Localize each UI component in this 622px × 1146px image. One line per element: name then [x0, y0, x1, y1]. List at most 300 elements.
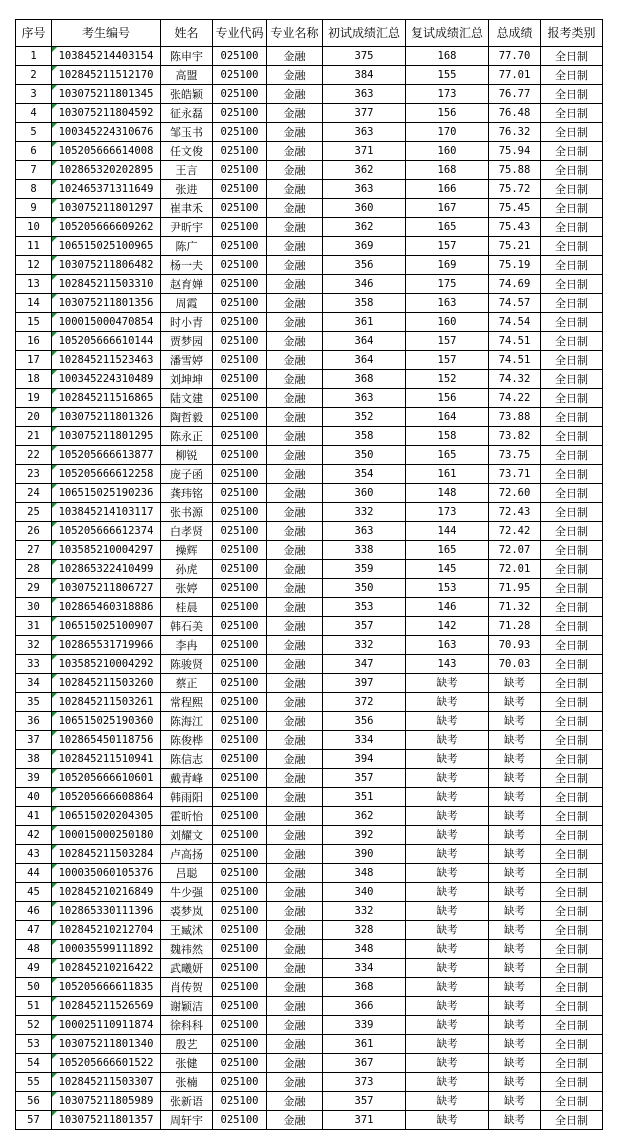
cell-seq: 42: [16, 826, 52, 845]
cell-seq: 25: [16, 503, 52, 522]
cell-retest-score: 缺考: [406, 1111, 489, 1130]
cell-retest-score: 165: [406, 446, 489, 465]
cell-seq: 20: [16, 408, 52, 427]
cell-name: 牛少强: [161, 883, 213, 902]
cell-major-name: 金融: [267, 1111, 323, 1130]
cell-candidate-id: 102845211503284: [52, 845, 161, 864]
cell-retest-score: 缺考: [406, 921, 489, 940]
cell-seq: 32: [16, 636, 52, 655]
cell-major-code: 025100: [213, 1073, 267, 1092]
cell-seq: 4: [16, 104, 52, 123]
cell-retest-score: 缺考: [406, 712, 489, 731]
cell-initial-score: 348: [323, 940, 406, 959]
cell-name: 陶哲毅: [161, 408, 213, 427]
cell-total-score: 缺考: [489, 1073, 541, 1092]
cell-seq: 49: [16, 959, 52, 978]
cell-retest-score: 163: [406, 294, 489, 313]
cell-category: 全日制: [541, 427, 603, 446]
cell-retest-score: 170: [406, 123, 489, 142]
cell-major-name: 金融: [267, 655, 323, 674]
cell-major-code: 025100: [213, 731, 267, 750]
cell-total-score: 75.21: [489, 237, 541, 256]
cell-initial-score: 364: [323, 332, 406, 351]
cell-major-name: 金融: [267, 997, 323, 1016]
cell-major-name: 金融: [267, 769, 323, 788]
cell-seq: 48: [16, 940, 52, 959]
cell-category: 全日制: [541, 256, 603, 275]
cell-name: 邹玉书: [161, 123, 213, 142]
cell-major-code: 025100: [213, 256, 267, 275]
cell-candidate-id: 105205666609262: [52, 218, 161, 237]
cell-candidate-id: 105205666601522: [52, 1054, 161, 1073]
cell-retest-score: 160: [406, 142, 489, 161]
cell-major-name: 金融: [267, 332, 323, 351]
cell-major-code: 025100: [213, 1054, 267, 1073]
header-category: 报考类别: [541, 20, 603, 47]
cell-candidate-id: 102845210212704: [52, 921, 161, 940]
cell-initial-score: 351: [323, 788, 406, 807]
cell-retest-score: 缺考: [406, 845, 489, 864]
table-row: [16, 617, 603, 636]
cell-total-score: 74.51: [489, 351, 541, 370]
cell-category: 全日制: [541, 845, 603, 864]
cell-major-code: 025100: [213, 503, 267, 522]
cell-seq: 22: [16, 446, 52, 465]
cell-retest-score: 167: [406, 199, 489, 218]
cell-name: 吕聪: [161, 864, 213, 883]
table-row: [16, 465, 603, 484]
cell-retest-score: 155: [406, 66, 489, 85]
table-row: [16, 47, 603, 66]
cell-name: 陆文建: [161, 389, 213, 408]
cell-retest-score: 缺考: [406, 1092, 489, 1111]
cell-seq: 38: [16, 750, 52, 769]
cell-name: 殷艺: [161, 1035, 213, 1054]
cell-seq: 15: [16, 313, 52, 332]
cell-retest-score: 173: [406, 85, 489, 104]
cell-category: 全日制: [541, 1016, 603, 1035]
cell-retest-score: 145: [406, 560, 489, 579]
cell-candidate-id: 103075211801340: [52, 1035, 161, 1054]
cell-candidate-id: 103075211801356: [52, 294, 161, 313]
cell-major-code: 025100: [213, 712, 267, 731]
cell-category: 全日制: [541, 807, 603, 826]
cell-name: 潘雪婷: [161, 351, 213, 370]
table-row: [16, 351, 603, 370]
cell-name: 霍昕怡: [161, 807, 213, 826]
cell-name: 陈广: [161, 237, 213, 256]
cell-name: 龚玮铭: [161, 484, 213, 503]
table-row: [16, 864, 603, 883]
cell-total-score: 73.75: [489, 446, 541, 465]
table-row: [16, 427, 603, 446]
cell-category: 全日制: [541, 883, 603, 902]
cell-major-name: 金融: [267, 1073, 323, 1092]
cell-seq: 52: [16, 1016, 52, 1035]
cell-seq: 27: [16, 541, 52, 560]
table-row: [16, 256, 603, 275]
cell-initial-score: 357: [323, 617, 406, 636]
cell-major-code: 025100: [213, 123, 267, 142]
cell-category: 全日制: [541, 142, 603, 161]
cell-seq: 13: [16, 275, 52, 294]
score-table: [15, 19, 603, 1130]
cell-category: 全日制: [541, 940, 603, 959]
cell-major-name: 金融: [267, 123, 323, 142]
cell-major-name: 金融: [267, 104, 323, 123]
cell-major-code: 025100: [213, 351, 267, 370]
cell-name: 时小青: [161, 313, 213, 332]
cell-candidate-id: 106515025190360: [52, 712, 161, 731]
cell-seq: 10: [16, 218, 52, 237]
cell-retest-score: 缺考: [406, 1035, 489, 1054]
cell-category: 全日制: [541, 712, 603, 731]
cell-initial-score: 373: [323, 1073, 406, 1092]
cell-major-code: 025100: [213, 313, 267, 332]
cell-candidate-id: 102865450118756: [52, 731, 161, 750]
cell-seq: 9: [16, 199, 52, 218]
cell-initial-score: 368: [323, 370, 406, 389]
cell-retest-score: 160: [406, 313, 489, 332]
cell-retest-score: 169: [406, 256, 489, 275]
cell-total-score: 72.60: [489, 484, 541, 503]
cell-seq: 6: [16, 142, 52, 161]
cell-major-name: 金融: [267, 864, 323, 883]
cell-name: 任文俊: [161, 142, 213, 161]
cell-category: 全日制: [541, 636, 603, 655]
cell-candidate-id: 102865320202895: [52, 161, 161, 180]
cell-name: 陈申宇: [161, 47, 213, 66]
cell-retest-score: 156: [406, 389, 489, 408]
cell-category: 全日制: [541, 503, 603, 522]
header-row: [16, 20, 603, 47]
cell-seq: 5: [16, 123, 52, 142]
cell-name: 武曦妍: [161, 959, 213, 978]
cell-candidate-id: 105205666608864: [52, 788, 161, 807]
table-row: [16, 85, 603, 104]
cell-category: 全日制: [541, 237, 603, 256]
cell-retest-score: 157: [406, 351, 489, 370]
cell-retest-score: 缺考: [406, 769, 489, 788]
cell-name: 赵育婵: [161, 275, 213, 294]
table-row: [16, 750, 603, 769]
cell-seq: 47: [16, 921, 52, 940]
table-row: [16, 1016, 603, 1035]
cell-category: 全日制: [541, 313, 603, 332]
cell-category: 全日制: [541, 1092, 603, 1111]
cell-category: 全日制: [541, 123, 603, 142]
cell-total-score: 缺考: [489, 864, 541, 883]
cell-initial-score: 362: [323, 218, 406, 237]
cell-seq: 53: [16, 1035, 52, 1054]
cell-initial-score: 358: [323, 427, 406, 446]
cell-category: 全日制: [541, 541, 603, 560]
cell-major-name: 金融: [267, 465, 323, 484]
cell-initial-score: 361: [323, 1035, 406, 1054]
cell-seq: 35: [16, 693, 52, 712]
table-row: [16, 370, 603, 389]
cell-major-name: 金融: [267, 237, 323, 256]
cell-seq: 30: [16, 598, 52, 617]
cell-major-code: 025100: [213, 218, 267, 237]
cell-retest-score: 缺考: [406, 1054, 489, 1073]
cell-retest-score: 缺考: [406, 674, 489, 693]
cell-seq: 28: [16, 560, 52, 579]
cell-retest-score: 165: [406, 218, 489, 237]
cell-name: 陈信志: [161, 750, 213, 769]
cell-category: 全日制: [541, 408, 603, 427]
cell-total-score: 缺考: [489, 693, 541, 712]
cell-major-name: 金融: [267, 66, 323, 85]
cell-total-score: 77.01: [489, 66, 541, 85]
cell-major-code: 025100: [213, 237, 267, 256]
cell-major-name: 金融: [267, 389, 323, 408]
table-row: [16, 275, 603, 294]
cell-major-code: 025100: [213, 427, 267, 446]
cell-initial-score: 360: [323, 484, 406, 503]
table-row: [16, 161, 603, 180]
cell-category: 全日制: [541, 161, 603, 180]
cell-seq: 18: [16, 370, 52, 389]
cell-seq: 57: [16, 1111, 52, 1130]
cell-total-score: 71.32: [489, 598, 541, 617]
cell-total-score: 74.69: [489, 275, 541, 294]
cell-category: 全日制: [541, 522, 603, 541]
cell-total-score: 缺考: [489, 1054, 541, 1073]
cell-name: 韩雨阳: [161, 788, 213, 807]
cell-major-code: 025100: [213, 332, 267, 351]
table-row: [16, 921, 603, 940]
cell-retest-score: 163: [406, 636, 489, 655]
cell-candidate-id: 103075211801295: [52, 427, 161, 446]
cell-candidate-id: 103075211801357: [52, 1111, 161, 1130]
cell-total-score: 缺考: [489, 826, 541, 845]
cell-category: 全日制: [541, 921, 603, 940]
cell-category: 全日制: [541, 180, 603, 199]
cell-initial-score: 394: [323, 750, 406, 769]
cell-initial-score: 339: [323, 1016, 406, 1035]
cell-total-score: 73.71: [489, 465, 541, 484]
cell-name: 陈俊桦: [161, 731, 213, 750]
cell-initial-score: 359: [323, 560, 406, 579]
cell-total-score: 75.94: [489, 142, 541, 161]
table-row: [16, 1073, 603, 1092]
cell-seq: 19: [16, 389, 52, 408]
cell-name: 张进: [161, 180, 213, 199]
cell-name: 高盟: [161, 66, 213, 85]
cell-retest-score: 157: [406, 237, 489, 256]
table-row: [16, 66, 603, 85]
cell-initial-score: 392: [323, 826, 406, 845]
cell-category: 全日制: [541, 560, 603, 579]
cell-initial-score: 397: [323, 674, 406, 693]
cell-seq: 1: [16, 47, 52, 66]
cell-candidate-id: 105205666614008: [52, 142, 161, 161]
table-row: [16, 826, 603, 845]
table-row: [16, 484, 603, 503]
cell-retest-score: 146: [406, 598, 489, 617]
cell-total-score: 71.95: [489, 579, 541, 598]
cell-seq: 37: [16, 731, 52, 750]
cell-retest-score: 143: [406, 655, 489, 674]
cell-category: 全日制: [541, 66, 603, 85]
cell-name: 张新语: [161, 1092, 213, 1111]
cell-name: 孙虎: [161, 560, 213, 579]
table-row: [16, 541, 603, 560]
cell-retest-score: 148: [406, 484, 489, 503]
cell-name: 征永磊: [161, 104, 213, 123]
cell-seq: 23: [16, 465, 52, 484]
cell-total-score: 74.22: [489, 389, 541, 408]
cell-category: 全日制: [541, 864, 603, 883]
cell-total-score: 76.48: [489, 104, 541, 123]
cell-major-code: 025100: [213, 66, 267, 85]
cell-major-name: 金融: [267, 560, 323, 579]
cell-retest-score: 缺考: [406, 978, 489, 997]
cell-major-code: 025100: [213, 693, 267, 712]
cell-major-name: 金融: [267, 275, 323, 294]
cell-total-score: 缺考: [489, 883, 541, 902]
cell-major-name: 金融: [267, 1092, 323, 1111]
cell-seq: 2: [16, 66, 52, 85]
cell-major-name: 金融: [267, 427, 323, 446]
cell-seq: 3: [16, 85, 52, 104]
table-row: [16, 1092, 603, 1111]
cell-name: 戴青峰: [161, 769, 213, 788]
cell-major-code: 025100: [213, 446, 267, 465]
table-row: [16, 997, 603, 1016]
cell-major-name: 金融: [267, 731, 323, 750]
cell-retest-score: 缺考: [406, 1073, 489, 1092]
header-retest-score: 复试成绩汇总: [406, 20, 489, 47]
cell-total-score: 74.54: [489, 313, 541, 332]
cell-candidate-id: 106515025100965: [52, 237, 161, 256]
cell-major-name: 金融: [267, 351, 323, 370]
cell-seq: 44: [16, 864, 52, 883]
cell-category: 全日制: [541, 370, 603, 389]
cell-candidate-id: 102845211512170: [52, 66, 161, 85]
table-row: [16, 408, 603, 427]
cell-category: 全日制: [541, 731, 603, 750]
cell-candidate-id: 106515025190236: [52, 484, 161, 503]
cell-total-score: 75.88: [489, 161, 541, 180]
cell-major-code: 025100: [213, 199, 267, 218]
cell-major-name: 金融: [267, 313, 323, 332]
cell-major-code: 025100: [213, 161, 267, 180]
table-row: [16, 104, 603, 123]
cell-category: 全日制: [541, 85, 603, 104]
cell-candidate-id: 102845211526569: [52, 997, 161, 1016]
cell-seq: 43: [16, 845, 52, 864]
cell-initial-score: 347: [323, 655, 406, 674]
cell-seq: 55: [16, 1073, 52, 1092]
cell-major-name: 金融: [267, 636, 323, 655]
cell-total-score: 73.88: [489, 408, 541, 427]
cell-retest-score: 142: [406, 617, 489, 636]
cell-total-score: 70.03: [489, 655, 541, 674]
cell-retest-score: 165: [406, 541, 489, 560]
cell-major-name: 金融: [267, 712, 323, 731]
cell-major-code: 025100: [213, 598, 267, 617]
cell-total-score: 缺考: [489, 769, 541, 788]
table-row: [16, 522, 603, 541]
cell-initial-score: 360: [323, 199, 406, 218]
cell-retest-score: 缺考: [406, 883, 489, 902]
cell-major-code: 025100: [213, 142, 267, 161]
cell-seq: 41: [16, 807, 52, 826]
cell-seq: 33: [16, 655, 52, 674]
table-row: [16, 978, 603, 997]
header-major-name: 专业名称: [267, 20, 323, 47]
cell-name: 张婷: [161, 579, 213, 598]
cell-total-score: 缺考: [489, 1035, 541, 1054]
cell-candidate-id: 103845214403154: [52, 47, 161, 66]
cell-initial-score: 357: [323, 769, 406, 788]
cell-total-score: 71.28: [489, 617, 541, 636]
cell-category: 全日制: [541, 750, 603, 769]
cell-seq: 8: [16, 180, 52, 199]
cell-name: 崔聿禾: [161, 199, 213, 218]
cell-seq: 14: [16, 294, 52, 313]
cell-major-code: 025100: [213, 47, 267, 66]
cell-initial-score: 371: [323, 1111, 406, 1130]
table-row: [16, 769, 603, 788]
cell-seq: 56: [16, 1092, 52, 1111]
cell-major-name: 金融: [267, 978, 323, 997]
cell-name: 陈骏贤: [161, 655, 213, 674]
cell-retest-score: 缺考: [406, 807, 489, 826]
cell-category: 全日制: [541, 1054, 603, 1073]
cell-candidate-id: 106515020204305: [52, 807, 161, 826]
cell-seq: 29: [16, 579, 52, 598]
cell-major-name: 金融: [267, 446, 323, 465]
cell-major-name: 金融: [267, 845, 323, 864]
cell-candidate-id: 105205666612374: [52, 522, 161, 541]
cell-name: 魏祎然: [161, 940, 213, 959]
cell-retest-score: 缺考: [406, 788, 489, 807]
cell-name: 徐科科: [161, 1016, 213, 1035]
cell-candidate-id: 100015000470854: [52, 313, 161, 332]
cell-retest-score: 173: [406, 503, 489, 522]
cell-category: 全日制: [541, 1111, 603, 1130]
table-row: [16, 1054, 603, 1073]
cell-seq: 46: [16, 902, 52, 921]
table-row: [16, 294, 603, 313]
cell-initial-score: 328: [323, 921, 406, 940]
cell-candidate-id: 103075211806482: [52, 256, 161, 275]
cell-name: 肖传贺: [161, 978, 213, 997]
cell-category: 全日制: [541, 1073, 603, 1092]
cell-candidate-id: 105205666613877: [52, 446, 161, 465]
cell-category: 全日制: [541, 351, 603, 370]
cell-name: 贾梦园: [161, 332, 213, 351]
table-row: [16, 313, 603, 332]
table-row: [16, 180, 603, 199]
cell-major-code: 025100: [213, 902, 267, 921]
cell-total-score: 72.01: [489, 560, 541, 579]
cell-candidate-id: 105205666612258: [52, 465, 161, 484]
table-row: [16, 902, 603, 921]
cell-retest-score: 缺考: [406, 940, 489, 959]
cell-major-name: 金融: [267, 788, 323, 807]
cell-candidate-id: 103585210004297: [52, 541, 161, 560]
table-row: [16, 389, 603, 408]
cell-retest-score: 175: [406, 275, 489, 294]
cell-seq: 16: [16, 332, 52, 351]
cell-seq: 31: [16, 617, 52, 636]
cell-initial-score: 334: [323, 959, 406, 978]
cell-category: 全日制: [541, 1035, 603, 1054]
